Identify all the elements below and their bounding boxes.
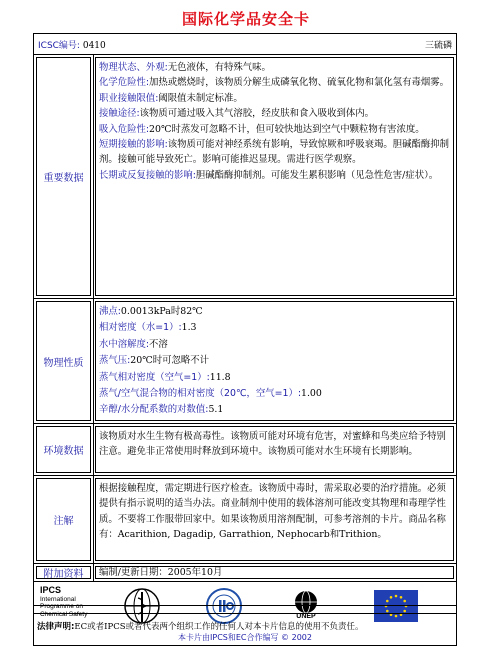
section-additional-info bbox=[34, 563, 456, 581]
section-label: 注解 bbox=[53, 516, 74, 527]
section-environmental-data bbox=[34, 423, 456, 475]
list-item: 蒸气/空气混合物的相对密度（20℃，空气=1）:1.00 bbox=[99, 388, 322, 400]
list-item: 沸点:0.0013kPa时82℃ bbox=[99, 306, 203, 317]
list-item: 物理状态、外观:无色液体，有特殊气味。 bbox=[99, 62, 271, 73]
section-physical-properties bbox=[34, 298, 456, 423]
list-item: 蒸气相对密度（空气=1）:11.8 bbox=[99, 371, 231, 383]
card-title: 国际化学品安全卡 bbox=[181, 10, 310, 28]
section-notes bbox=[34, 475, 456, 563]
health-list bbox=[95, 57, 454, 296]
safety-card bbox=[33, 33, 457, 646]
physical-list bbox=[95, 301, 454, 421]
icsc-number: 0410 bbox=[82, 40, 106, 51]
chemical-name: 三硫磷 bbox=[424, 40, 452, 51]
list-item: 辛醇/水分配系数的对数值:5.1 bbox=[99, 404, 224, 416]
list-item: 蒸气压:20℃时可忽略不计 bbox=[99, 355, 209, 367]
list-item: 接触途径:该物质可通过吸入其气溶胶，经皮肤和食入吸收到体内。 bbox=[99, 108, 375, 120]
section-label: 重要数据 bbox=[43, 173, 84, 184]
unep-label: UNEP bbox=[296, 613, 316, 620]
list-item: 职业接触限值:阈限值未制定标准。 bbox=[99, 92, 243, 104]
section-label: 环境数据 bbox=[43, 446, 84, 457]
additional-text: 编制/更新日期：2005年10月 bbox=[95, 566, 454, 579]
ipcs-logo: IPCS International Programme on Chemical Safety bbox=[40, 585, 88, 618]
section-label: 附加资料 bbox=[43, 569, 84, 580]
list-item: 吸入危险性:20℃时蒸发可忽略不计，但可较快地达到空气中颗粒物有害浓度。 bbox=[99, 123, 425, 135]
list-item: 水中溶解度:不溶 bbox=[99, 338, 168, 350]
list-item: 短期接触的影响:该物质可能对神经系统有影响，导致惊厥和呼吸衰竭。胆碱酯酶抑制剂。接触可能导致死亡。影响可能推迟显现。需进行医学观察。 bbox=[99, 139, 450, 166]
icsc-label: ICSC编号: bbox=[38, 40, 80, 51]
credit-line: 本卡片由IPCS和EC合作编写 © 2002 bbox=[178, 633, 312, 642]
section-important-data bbox=[34, 54, 456, 298]
header-row bbox=[34, 34, 456, 54]
section-label: 物理性质 bbox=[43, 357, 84, 369]
environment-text: 该物质对水生生物有极高毒性。该物质可能对环境有危害，对蜜蜂和鸟类应给予特别注意。避免非正常使用时释放到环境中。该物质可能对水生环境有长期影响。 bbox=[95, 426, 454, 473]
notes-text: 根据接触程度，需定期进行医疗检查。该物质中毒时，需采取必要的治疗措施。必须提供有指示说明的适当办法。商业制剂中使用的载体溶剂可能改变其物理和毒理学性质。不要将工作服带回家中。如果该物质用溶剂配制，可参考溶剂的卡片。商品名称有：Acarithion, Dagadip, Garrathion, Nephocarb和Trithion。 bbox=[95, 478, 454, 561]
list-item: 化学危险性:加热或燃烧时，该物质分解生成磷氧化物、硫氧化物和氯化氢有毒烟雾。 bbox=[99, 77, 450, 89]
legal-notice: 法律声明:EC或者IPCS或者代表两个组织工作的任何人对本卡片信息的使用不负责任。 bbox=[33, 613, 457, 646]
list-item: 长期或反复接触的影响:胆碱酯酶抑制剂。可能发生累积影响（见急性危害/症状）。 bbox=[99, 169, 439, 181]
list-item: 相对密度（水=1）:1.3 bbox=[99, 322, 197, 334]
